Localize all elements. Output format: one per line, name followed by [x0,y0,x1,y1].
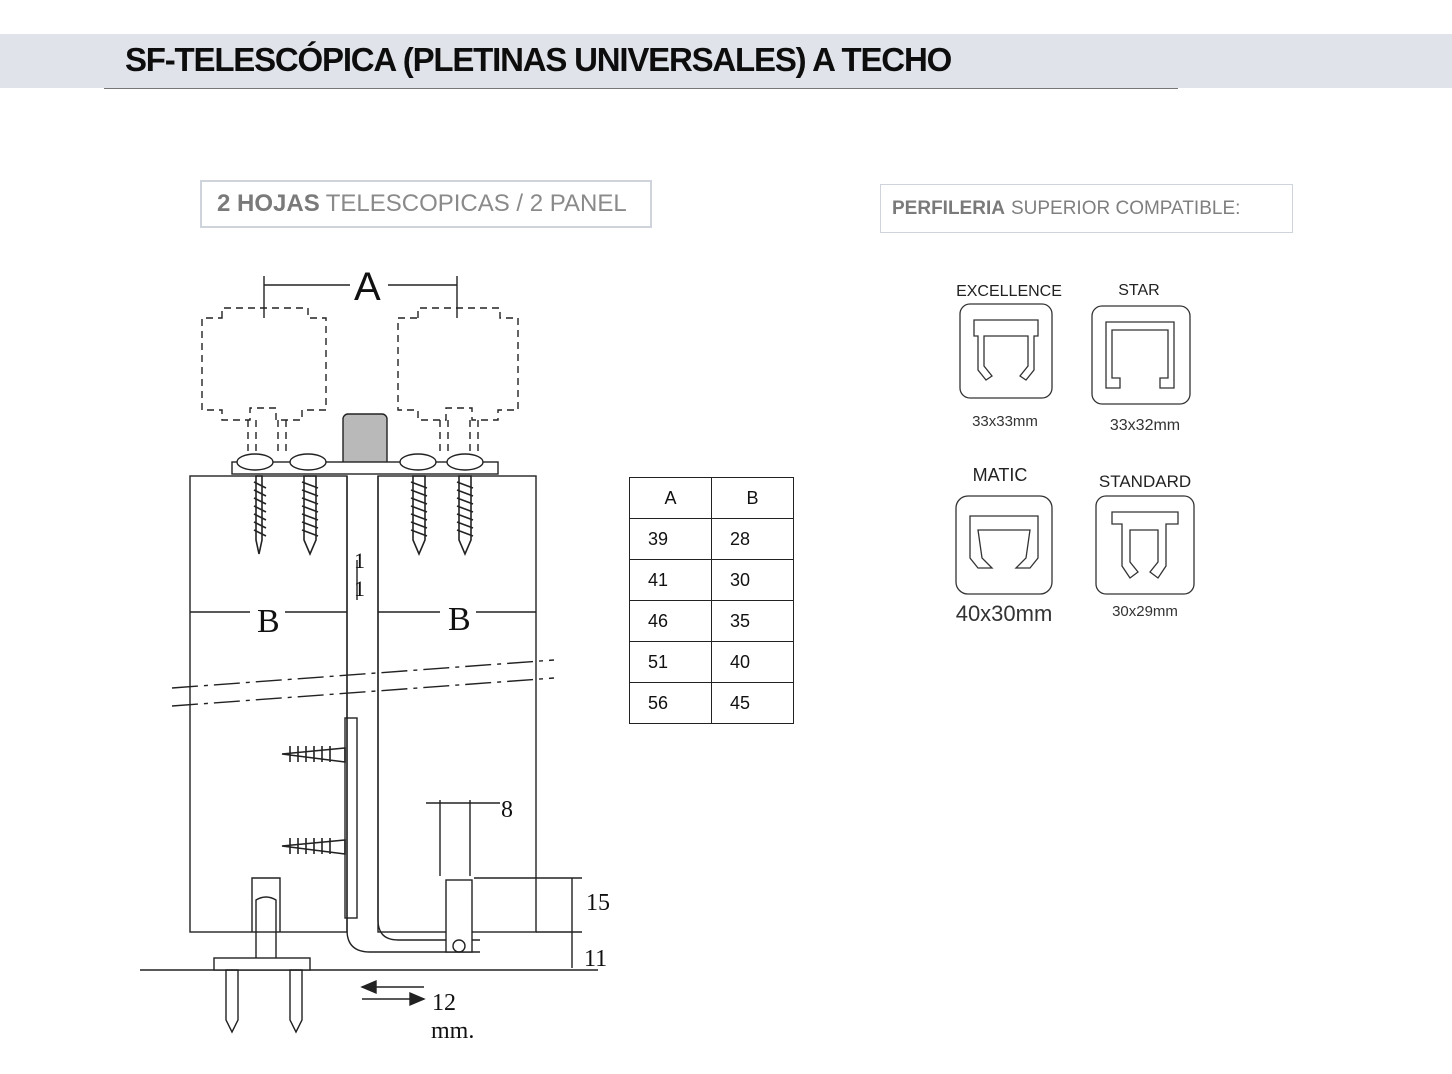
label-a: A [354,265,381,309]
table-cell: 45 [712,683,794,724]
profile-standard-icon [1096,496,1194,594]
top-screws [254,476,473,554]
profile-excellence-icon [960,304,1052,398]
profile-star-icon [1092,306,1190,404]
table-header-b: B [712,478,794,519]
panel-type-bold: 2 HOJAS [217,190,320,217]
table-cell: 46 [630,601,712,642]
profile-name-matic: MATIC [972,465,1028,485]
table-cell: 35 [712,601,794,642]
profile-name-excellence: EXCELLENCE [956,283,1062,300]
table-row [630,560,794,601]
label-b-right: B [448,601,471,638]
profile-name-star: STAR [1118,282,1160,299]
label-b-left: B [257,603,280,640]
profile-size-excellence: 33x33mm [972,413,1038,430]
door-panel-right [378,476,536,932]
label-dim-15: 15 [586,890,610,916]
trolley-left [202,308,326,455]
page-title: SF-TELESCÓPICA (PLETINAS UNIVERSALES) A TECHO [125,41,952,78]
door-panel-left [190,476,347,932]
table-cell: 28 [712,519,794,560]
table-row [630,601,794,642]
table-cell: 56 [630,683,712,724]
profile-size-standard: 30x29mm [1112,603,1178,620]
label-dim-8: 8 [501,797,513,823]
top-plate [232,414,498,474]
table-cell: 40 [712,642,794,683]
profile-size-star: 33x32mm [1109,417,1181,434]
floor-guide [140,878,598,1032]
label-dim-11: 11 [584,946,608,972]
dimension-table [629,477,794,724]
compatible-profiles-bold: PERFILERIA [892,197,1005,219]
side-screws [282,746,345,854]
table-cell: 41 [630,560,712,601]
table-cell: 51 [630,642,712,683]
break-lines [172,660,554,706]
profile-size-matic: 40x30mm [955,601,1053,626]
table-cell: 30 [712,560,794,601]
trolley-right [398,308,518,455]
profile-matic-icon [956,496,1052,594]
panel-type-rest: TELESCOPICAS / 2 PANEL [325,190,627,217]
label-unit: mm. [431,1018,475,1044]
label-dim-12: 12 [432,990,456,1016]
table-row [630,683,794,724]
compatible-profiles-rest: SUPERIOR COMPATIBLE: [1010,197,1241,219]
table-cell: 39 [630,519,712,560]
label-gap-2: 1 [354,576,365,601]
label-gap-1: 1 [354,548,365,573]
table-row [630,519,794,560]
profile-name-standard: STANDARD [1098,472,1192,491]
table-row [630,642,794,683]
table-header-a: A [630,478,712,519]
